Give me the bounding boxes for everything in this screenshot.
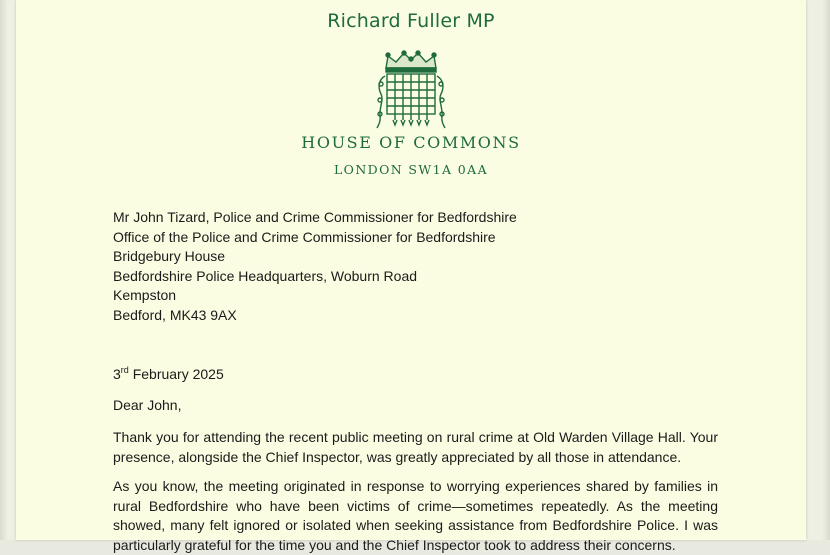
body-paragraph: Thank you for attending the recent public meeting on rural crime at Old Warden Village Hall. Your presence, alongside the Chief Inspector, was greatly appreciated by all those in attendance.	[113, 429, 718, 465]
recipient-line: Bedford, MK43 9AX	[113, 306, 237, 323]
portcullis-icon	[374, 50, 448, 130]
recipient-line: Bridgebury House	[113, 248, 226, 265]
letter-page	[16, 0, 806, 553]
body-paragraph: As you know, the meeting originated in response to worrying experiences shared by families in rural Bedfordshire who have been victims of crime—sometimes repeatedly. As the meeting showed, many felt ignored or isolated when seeking assistance from Bedfordshire Police. I was particularly grateful for the time you and the Chief Inspector took to address their concerns.	[113, 478, 718, 553]
recipient-address	[113, 208, 517, 326]
date-suffix: rd	[120, 365, 129, 375]
recipient-line: Kempston	[113, 287, 177, 304]
date-day: 3	[113, 366, 121, 382]
mp-name: Richard Fuller MP	[327, 10, 495, 32]
recipient-line: Mr John Tizard, Police and Crime Commissioner for Bedfordshire	[113, 209, 517, 225]
recipient-line: Bedfordshire Police Headquarters, Woburn Road	[113, 267, 418, 284]
letterhead-address: LONDON SW1A 0AA	[333, 162, 489, 177]
house-of-commons-heading: HOUSE OF COMMONS	[301, 133, 521, 152]
salutation: Dear John,	[113, 397, 182, 413]
letter-date	[113, 364, 224, 384]
date-rest: February 2025	[128, 366, 224, 382]
recipient-line: Office of the Police and Crime Commissioner for Bedfordshire	[113, 228, 496, 245]
